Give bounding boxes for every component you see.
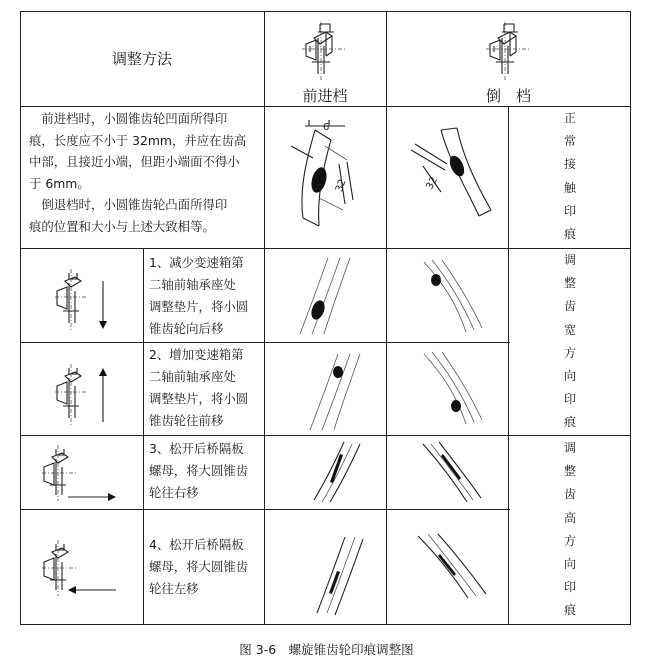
header-forward: 前进档 (302, 87, 348, 105)
label-normal-contact: 正 常 接 触 印 痕 (563, 111, 576, 241)
tooth-step3-reverse-diagram (415, 440, 487, 506)
header-method: 调整方法 (111, 50, 172, 68)
gear-set-forward-icon (300, 18, 350, 80)
column-divider (508, 106, 509, 625)
gear-move-right-icon (42, 445, 122, 505)
tooth-reverse-normal-diagram (405, 120, 500, 230)
tooth-step1-reverse-diagram (412, 258, 492, 336)
step-2-text: 2、增加变速箱第 二轴前轴承座处 调整垫片，将小圆 锥齿轮往前移 (149, 347, 249, 428)
dim-32-label-forward: 32 (333, 177, 349, 194)
gear-move-forward-icon (55, 360, 115, 430)
label-height-adjust: 调 整 齿 高 方 向 印 痕 (563, 441, 576, 618)
gear-move-left-icon (42, 540, 122, 600)
dim-6-label: 6 (323, 122, 330, 133)
row-divider (20, 342, 510, 343)
tooth-step4-forward-diagram (305, 535, 375, 615)
dim-32-label-reverse: 32 (424, 175, 441, 192)
column-divider (143, 248, 144, 625)
row-divider (20, 248, 631, 249)
gear-set-reverse-icon (484, 18, 534, 80)
tooth-step1-forward-diagram (290, 256, 370, 336)
label-width-adjust: 调 整 齿 宽 方 向 印 痕 (563, 253, 576, 430)
normal-contact-description: 前进档时，小圆锥齿轮凹面所得印 痕，长度应不小于 32mm，并应在齿高 中部，且接近小端，但距小端面不得小 于 6mm。 倒退档时，小圆锥齿轮凸面所得印 痕的位置和大小与上述大致相等。 (29, 111, 247, 234)
tooth-step2-reverse-diagram (412, 350, 492, 430)
row-divider (20, 106, 631, 107)
step-3-text: 3、松开后桥隔板 螺母，将大圆锥齿 轮往右移 (149, 441, 249, 500)
tooth-step3-forward-diagram (300, 440, 372, 504)
tooth-forward-normal-diagram (285, 118, 375, 233)
row-divider (20, 435, 631, 436)
step-4-text: 4、松开后桥隔板 螺母，将大圆锥齿 轮往左移 (149, 537, 249, 596)
tooth-step4-reverse-diagram (412, 530, 492, 602)
row-divider (20, 509, 510, 510)
step-1-text: 1、减少变速箱第 二轴前轴承座处 调整垫片，将小圆 锥齿轮向后移 (149, 255, 249, 336)
header-reverse: 倒 档 (485, 87, 531, 105)
figure-caption: 图 3-6 螺旋锥齿轮印痕调整图 (239, 642, 414, 657)
gear-move-back-icon (55, 265, 115, 335)
tooth-step2-forward-diagram (300, 352, 372, 432)
